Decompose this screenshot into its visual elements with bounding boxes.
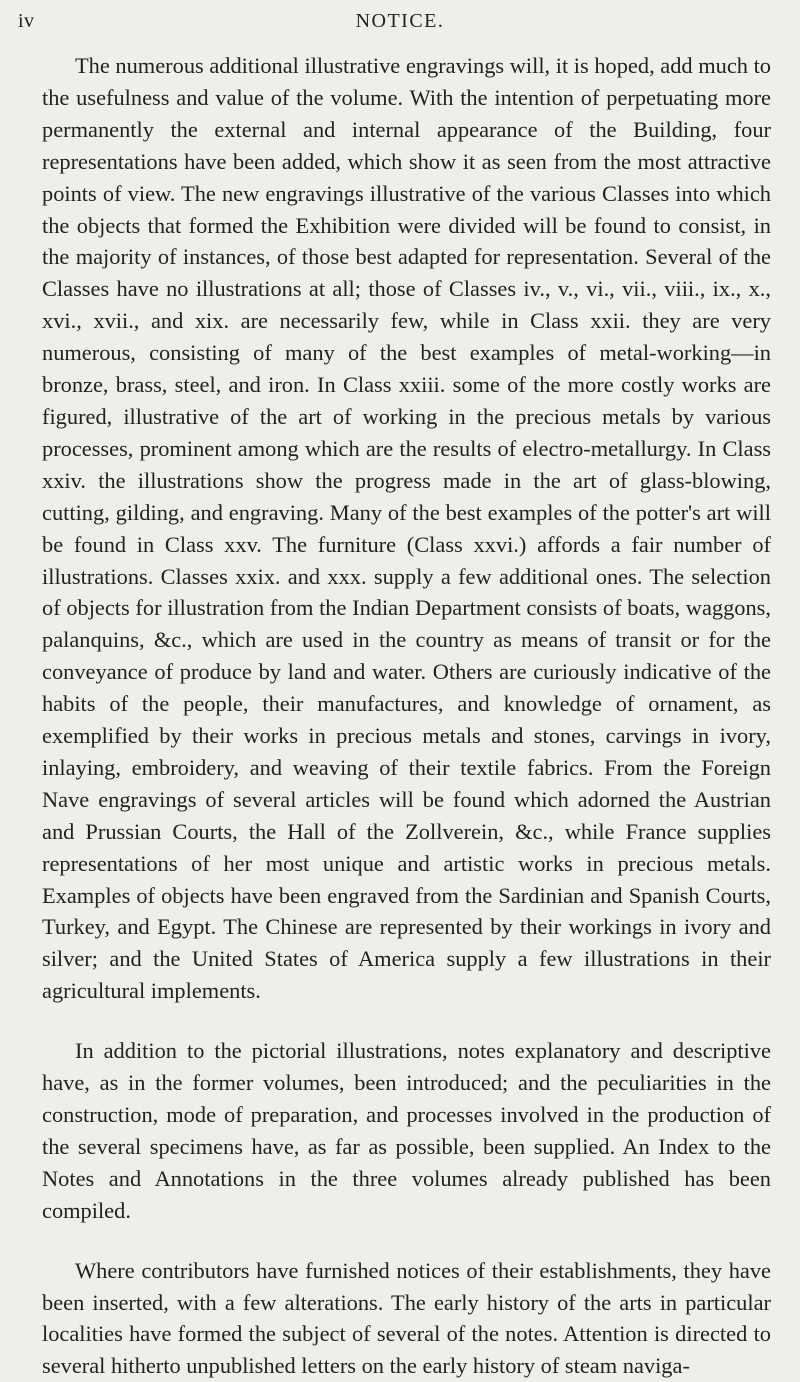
paragraph-notes: In addition to the pictorial illustrations, notes explanatory and descriptive have, as in the former volumes, been introduced; and the peculiarities in the construction, mode of preparation, and processes involved in the production of the several specimens have, as far as possible, been supplied. An Index to the Notes and Annotations in the three volumes already published has been compiled. — [42, 1038, 771, 1223]
page-number: iv — [18, 10, 35, 32]
page-header — [18, 10, 782, 40]
running-title: NOTICE. — [355, 10, 445, 32]
paragraph-contributors: Where contributors have furnished notices of their establishments, they have been inserted, with a few alterations. The early history of the arts in particular localities have formed the subject of several of the notes. Attention is directed to several hitherto unpublished letters on the early history of steam naviga- — [42, 1257, 771, 1379]
paragraph-engravings: The numerous additional illustrative engravings will, it is hoped, add much to the usefulness and value of the volume. With the intention of perpetuating more permanently the external and internal appearance of the Building, four representations have been added, which show it as seen from the most attractive points of view. The new engravings illustrative of the various Classes into which the objects that formed the Exhibition were divided will be found to consist, in the majority of instances, of those best adapted for representation. Several of the Classes have no illustrations at all; those of Classes iv., v., vi., vii., viii., ix., x., xvi., xvii., and xix. are necessarily few, while in Class xxii. they are very numerous, consisting of many of the best examples of metal-working—in bronze, brass, steel, and iron. In Class xxiii. some of the more costly works are figured, illustrative of the art of working in the precious metals by various processes, prominent among which are the results of electro-metallurgy. In Class xxiv. the illustrations show the progress made in the art of glass-blowing, cutting, gilding, and engraving. Many of the best examples of the potter's art will be found in Class xxv. The furniture (Class xxvi.) affords a fair number of illustrations. Classes xxix. and xxx. supply a few additional ones. The selection of objects for illustration from the Indian Department consists of boats, waggons, palanquins, &c., which are used in the country as means of transit or for the conveyance of produce by land and water. Others are curiously indicative of the habits of the people, their manufactures, and knowledge of ornament, as exemplified by their works in precious metals and stones, carvings in ivory, inlaying, embroidery, and weaving of their textile fabrics. From the Foreign Nave engravings of several articles will be found which adorned the Austrian and Prussian Courts, the Hall of the Zollverein, &c., while France supplies representations of her most unique and artistic works in precious metals. Examples of objects have been engraved from the Sardinian and Spanish Courts, Turkey, and Egypt. The Chinese are represented by their workings in ivory and silver; and the United States of America supply a few illustrations in their agricultural implements. — [42, 53, 771, 1004]
body-text — [42, 50, 771, 1382]
